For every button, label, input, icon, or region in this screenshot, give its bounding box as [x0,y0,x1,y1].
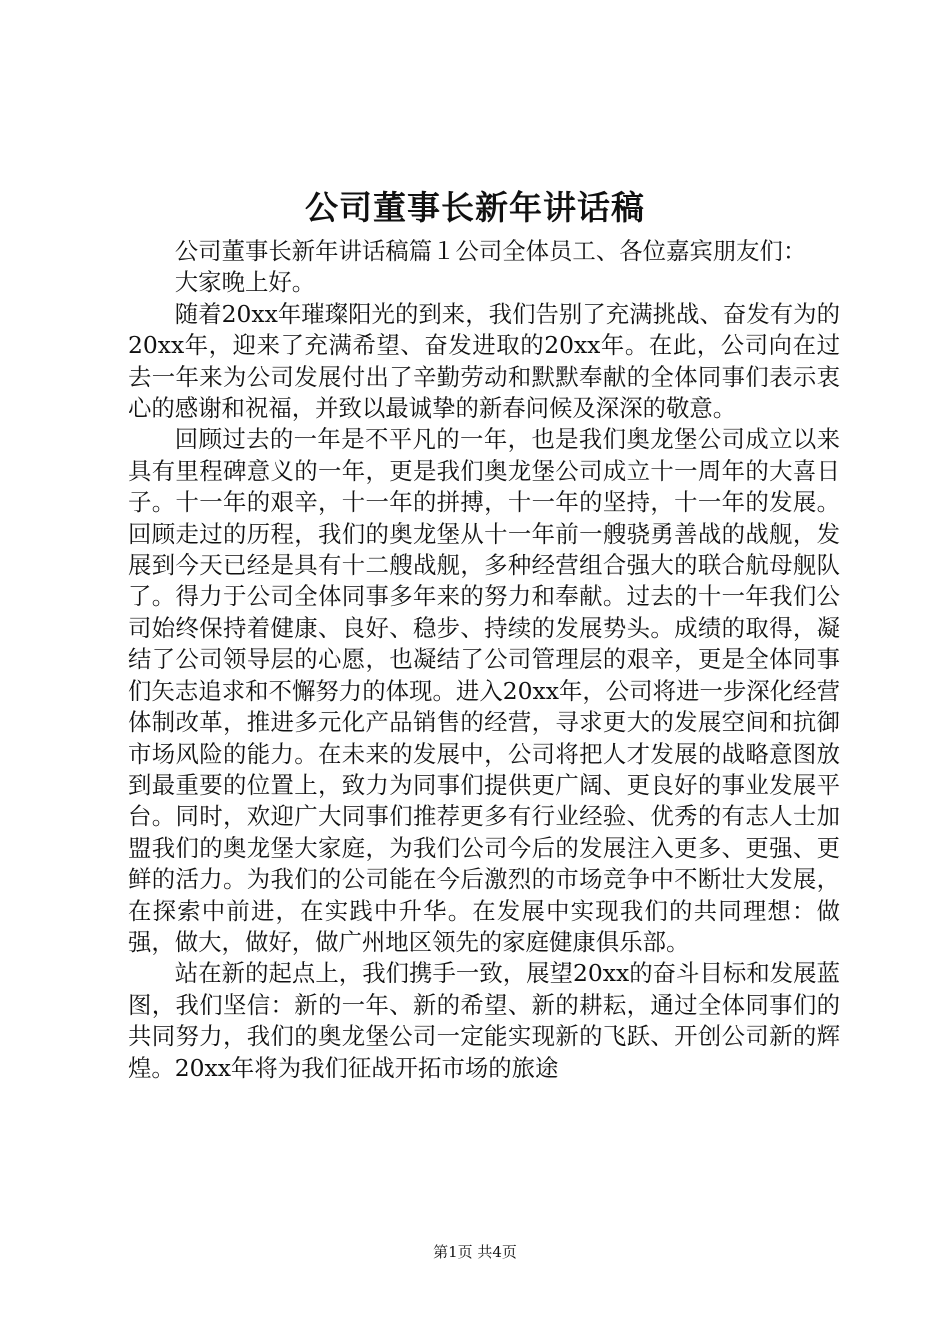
document-body [128,236,840,1084]
paragraph-greeting: 大家晚上好。 [174,268,316,297]
document-title: 公司董事长新年讲话稿 [305,188,645,227]
paragraph-greeting-heading: 公司董事长新年讲话稿篇１公司全体员工、各位嘉宾朋友们： [174,237,807,265]
page-number-footer: 第1页 共4页 [433,1243,517,1261]
paragraph-outlook: 站在新的起点上，我们携手一致，展望20xx的奋斗目标和发展蓝图，我们坚信：新的一年、新的希望、新的耕耘，通过全体同事们的共同努力，我们的奥龙堡公司一定能实现新的飞跃、开创公司新的辉煌。20xx年将为我们征战开拓市场的旅途 [128,959,840,1082]
paragraph-review: 回顾过去的一年是不平凡的一年，也是我们奥龙堡公司成立以来具有里程碑意义的一年，更是我们奥龙堡公司成立十一周年的大喜日子。十一年的艰辛，十一年的拼搏，十一年的坚持，十一年的发展。回顾走过的历程，我们的奥龙堡从十一年前一艘骁勇善战的战舰，发展到今天已经是具有十二艘战舰，多种经营组合强大的联合航母舰队了。得力于公司全体同事多年来的努力和奉献。过去的十一年我们公司始终保持着健康、良好、稳步、持续的发展势头。成绩的取得，凝结了公司领导层的心愿，也凝结了公司管理层的艰辛，更是全体同事们矢志追求和不懈努力的体现。进入20xx年，公司将进一步深化经营体制改革，推进多元化产品销售的经营，寻求更大的发展空间和抗御市场风险的能力。在未来的发展中，公司将把人才发展的战略意图放到最重要的位置上，致力为同事们提供更广阔、更良好的事业发展平台。同时，欢迎广大同事们推荐更多有行业经验、优秀的有志人士加盟我们的奥龙堡大家庭，为我们公司今后的发展注入更多、更强、更鲜的活力。为我们的公司能在今后激烈的市场竞争中不断壮大发展，在探索中前进，在实践中升华。在发展中实现我们的共同理想：做强，做大，做好，做广州地区领先的家庭健康俱乐部。 [128,425,840,956]
paragraph-new-year: 随着20xx年璀璨阳光的到来，我们告别了充满挑战、奋发有为的20xx年，迎来了充满希望、奋发进取的20xx年。在此，公司向在过去一年来为公司发展付出了辛勤劳动和默默奉献的全体同事们表示衷心的感谢和祝福，并致以最诚挚的新春问候及深深的敬意。 [128,299,840,423]
